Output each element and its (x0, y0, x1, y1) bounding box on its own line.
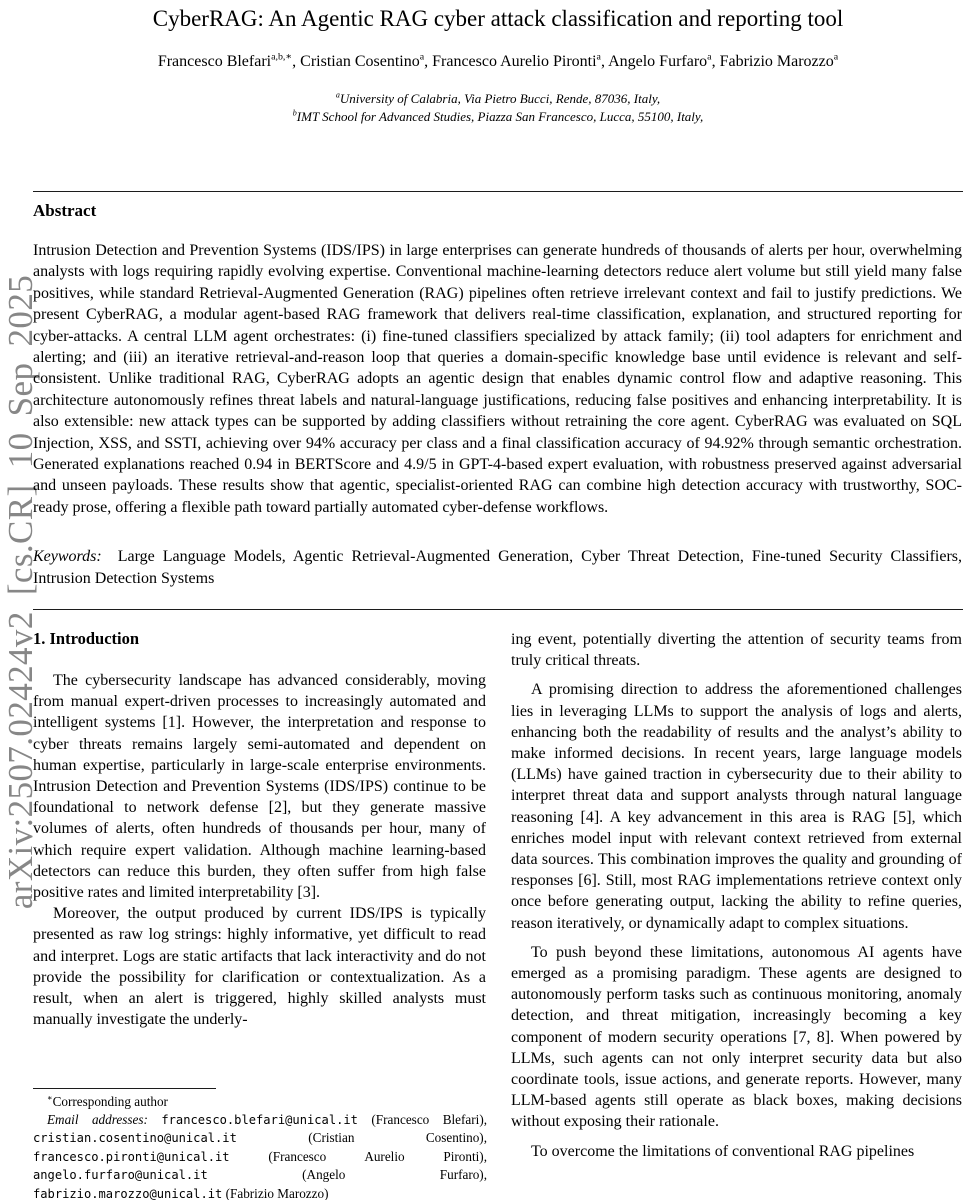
paragraph: To push beyond these limitations, autonomous AI agents have emerged as a promising paradigm. These agents are designed to autonomously perform tasks such as continuous monitoring, anomaly detection, and threat mitigation, increasingly becoming a key component of modern security operations [7, 8]. When powered by LLMs, such agents can not only interpret security data but also coordinate tools, issue actions, and generate reports. However, many LLM-based agents still operate as black boxes, making decisions without exposing their rationale. (511, 943, 962, 1131)
section-heading-introduction: 1. Introduction (33, 629, 140, 648)
email-addresses-label: Email addresses: (47, 1111, 148, 1127)
keywords-text: Large Language Models, Agentic Retrieval-Augmented Generation, Cyber Threat Detection, Fine-tuned Security Classifiers, Intrusion Detection Systems (33, 548, 963, 587)
paragraph: To overcome the limitations of conventional RAG pipelines (531, 1142, 915, 1160)
email-address: cristian.cosentino@unical.it (33, 1131, 237, 1146)
arxiv-watermark: arXiv:2507.02424v2 [cs.CR] 10 Sep 2025 (1, 274, 40, 910)
email-address: francesco.blefari@unical.it (161, 1112, 358, 1127)
author: Fabrizio Marozzo$^a$ (719, 51, 839, 70)
author: Francesco Blefari$^{a,b,∗}$, (157, 51, 301, 70)
keywords-label: Keywords: (33, 548, 102, 565)
page-title: CyberRAG: An Agentic RAG cyber attack classification and reporting tool (152, 6, 844, 31)
paragraph: Moreover, the output produced by current IDS/IPS is typically presented as raw log strings: highly informative, yet difficult to read and interpret. Logs are static artifacts that lack interactivity and do not provide the possibility for clarification or contextualization. As a result, when an alert is triggered, highly skilled analysts must manually investigate the underly- (33, 905, 486, 1029)
author-affiliation-superscript: a,b,∗ (271, 51, 293, 63)
right-column (511, 629, 962, 1170)
email-address: fabrizio.marozzo@unical.it (33, 1186, 223, 1200)
paragraph: The cybersecurity landscape has advanced considerably, moving from manual expert-driven processes to increasingly automated and intelligent systems [1]. However, the interpretation and response to cyber threats remains largely semi-automated and dependent on human expertise, particularly in large-scale enterprise environments. Intrusion Detection and Prevention Systems (IDS/IPS) continue to be foundational to network defense [2], but they generate massive volumes of alerts, often hundreds of thousands per hour, many of which require expert validation. Although machine learning-based detectors can reduce this burden, they often suffer from high false positive rates and limited interpretability [3]. (33, 672, 486, 902)
author: Angelo Furfaro$^a$, (608, 51, 720, 70)
footnote-block (33, 1088, 487, 1200)
email-addresses-note: Email addresses: francesco.blefari@unical.it (Francesco Blefari), cristian.cosentino@unical.it (Cristian Cosentino), francesco.pironti@unical.it (Francesco Aurelio Pironti), angelo.furfaro@unical.it (Angelo Furfaro), fabrizio.marozzo@unical.it (Fabrizio Marozzo) (33, 1111, 488, 1200)
abstract-top-divider (33, 191, 963, 192)
left-column (33, 629, 486, 1030)
abstract-heading: Abstract (33, 201, 97, 220)
corresponding-author-note: ∗Corresponding author (47, 1093, 168, 1109)
author-affiliation-superscript: a (596, 51, 601, 63)
footnote-divider (33, 1088, 216, 1089)
affiliation-block (33, 90, 963, 126)
email-address: angelo.furfaro@unical.it (33, 1168, 208, 1183)
affiliation-line: $^a$University of Calabria, Via Pietro Bucci, Rende, 87036, Italy, (335, 90, 661, 106)
author-line (33, 53, 963, 71)
author: Francesco Aurelio Pironti$^a$, (432, 51, 609, 70)
paragraph: ing event, potentially diverting the attention of security teams from truly critical threats. (511, 631, 962, 670)
footnote-marker: ∗ (47, 1093, 53, 1103)
paragraph: A promising direction to address the aforementioned challenges lies in leveraging LLMs to support the analysis of logs and alerts, enhancing both the readability of results and the analyst’s ability to make informed decisions. In recent years, large language models (LLMs) have gained traction in cybersecurity due to their ability to interpret threat data and support analysts through natural language reasoning [4]. A key advancement in this area is RAG [5], which enriches model input with relevant context retrieved from external data sources. This combination improves the quality and grounding of responses [6]. Still, most RAG implementations retrieve context only once before generating output, lacking the ability to refine queries, reason iteratively, or dynamically adapt to complex situations. (511, 681, 962, 932)
abstract-text: Intrusion Detection and Prevention Systems (IDS/IPS) in large enterprises can generate hundreds of thousands of alerts per hour, overwhelming analysts with logs requiring rapidly evolving expertise. Conventional machine-learning detectors reduce alert volume but still yield many false positives, while standard Retrieval-Augmented Generation (RAG) pipelines often retrieve irrelevant context and fail to justify predictions. We present CyberRAG, a modular agent-based RAG framework that delivers real-time classification, explanation, and structured reporting for cyber-attacks. A central LLM agent orchestrates: (i) fine-tuned classifiers specialized by attack family; (ii) tool adapters for enrichment and alerting; and (iii) an iterative retrieval-and-reason loop that queries a domain-specific knowledge base until evidence is relevant and self-consistent. Unlike traditional RAG, CyberRAG adopts an agentic design that enables dynamic control flow and adaptive reasoning. This architecture autonomously refines threat labels and natural-language justifications, reducing false positives and enhancing interpretability. It is also extensible: new attack types can be supported by adding classifiers without retraining the core agent. CyberRAG was evaluated on SQL Injection, XSS, and SSTI, achieving over 94% accuracy per class and a final classification accuracy of 94.92% through semantic orchestration. Generated explanations reached 0.94 in BERTScore and 4.9/5 in GPT-4-based expert evaluation, with robustness preserved against adversarial and unseen payloads. These results show that agentic, specialist-oriented RAG can combine high detection accuracy with trustworthy, SOC-ready prose, offering a flexible path toward partially automated cyber-defense workflows. (33, 242, 962, 516)
affiliation-line: $^b$IMT School for Advanced Studies, Piazza San Francesco, Lucca, 55100, Italy, (292, 108, 704, 124)
body-top-divider (33, 609, 963, 610)
author-affiliation-superscript: a (707, 51, 712, 63)
author-affiliation-superscript: a (833, 51, 839, 63)
author: Cristian Cosentino$^a$, (300, 51, 433, 70)
keywords-block (33, 546, 962, 589)
email-address: francesco.pironti@unical.it (33, 1149, 230, 1164)
author-affiliation-superscript: a (419, 51, 425, 63)
